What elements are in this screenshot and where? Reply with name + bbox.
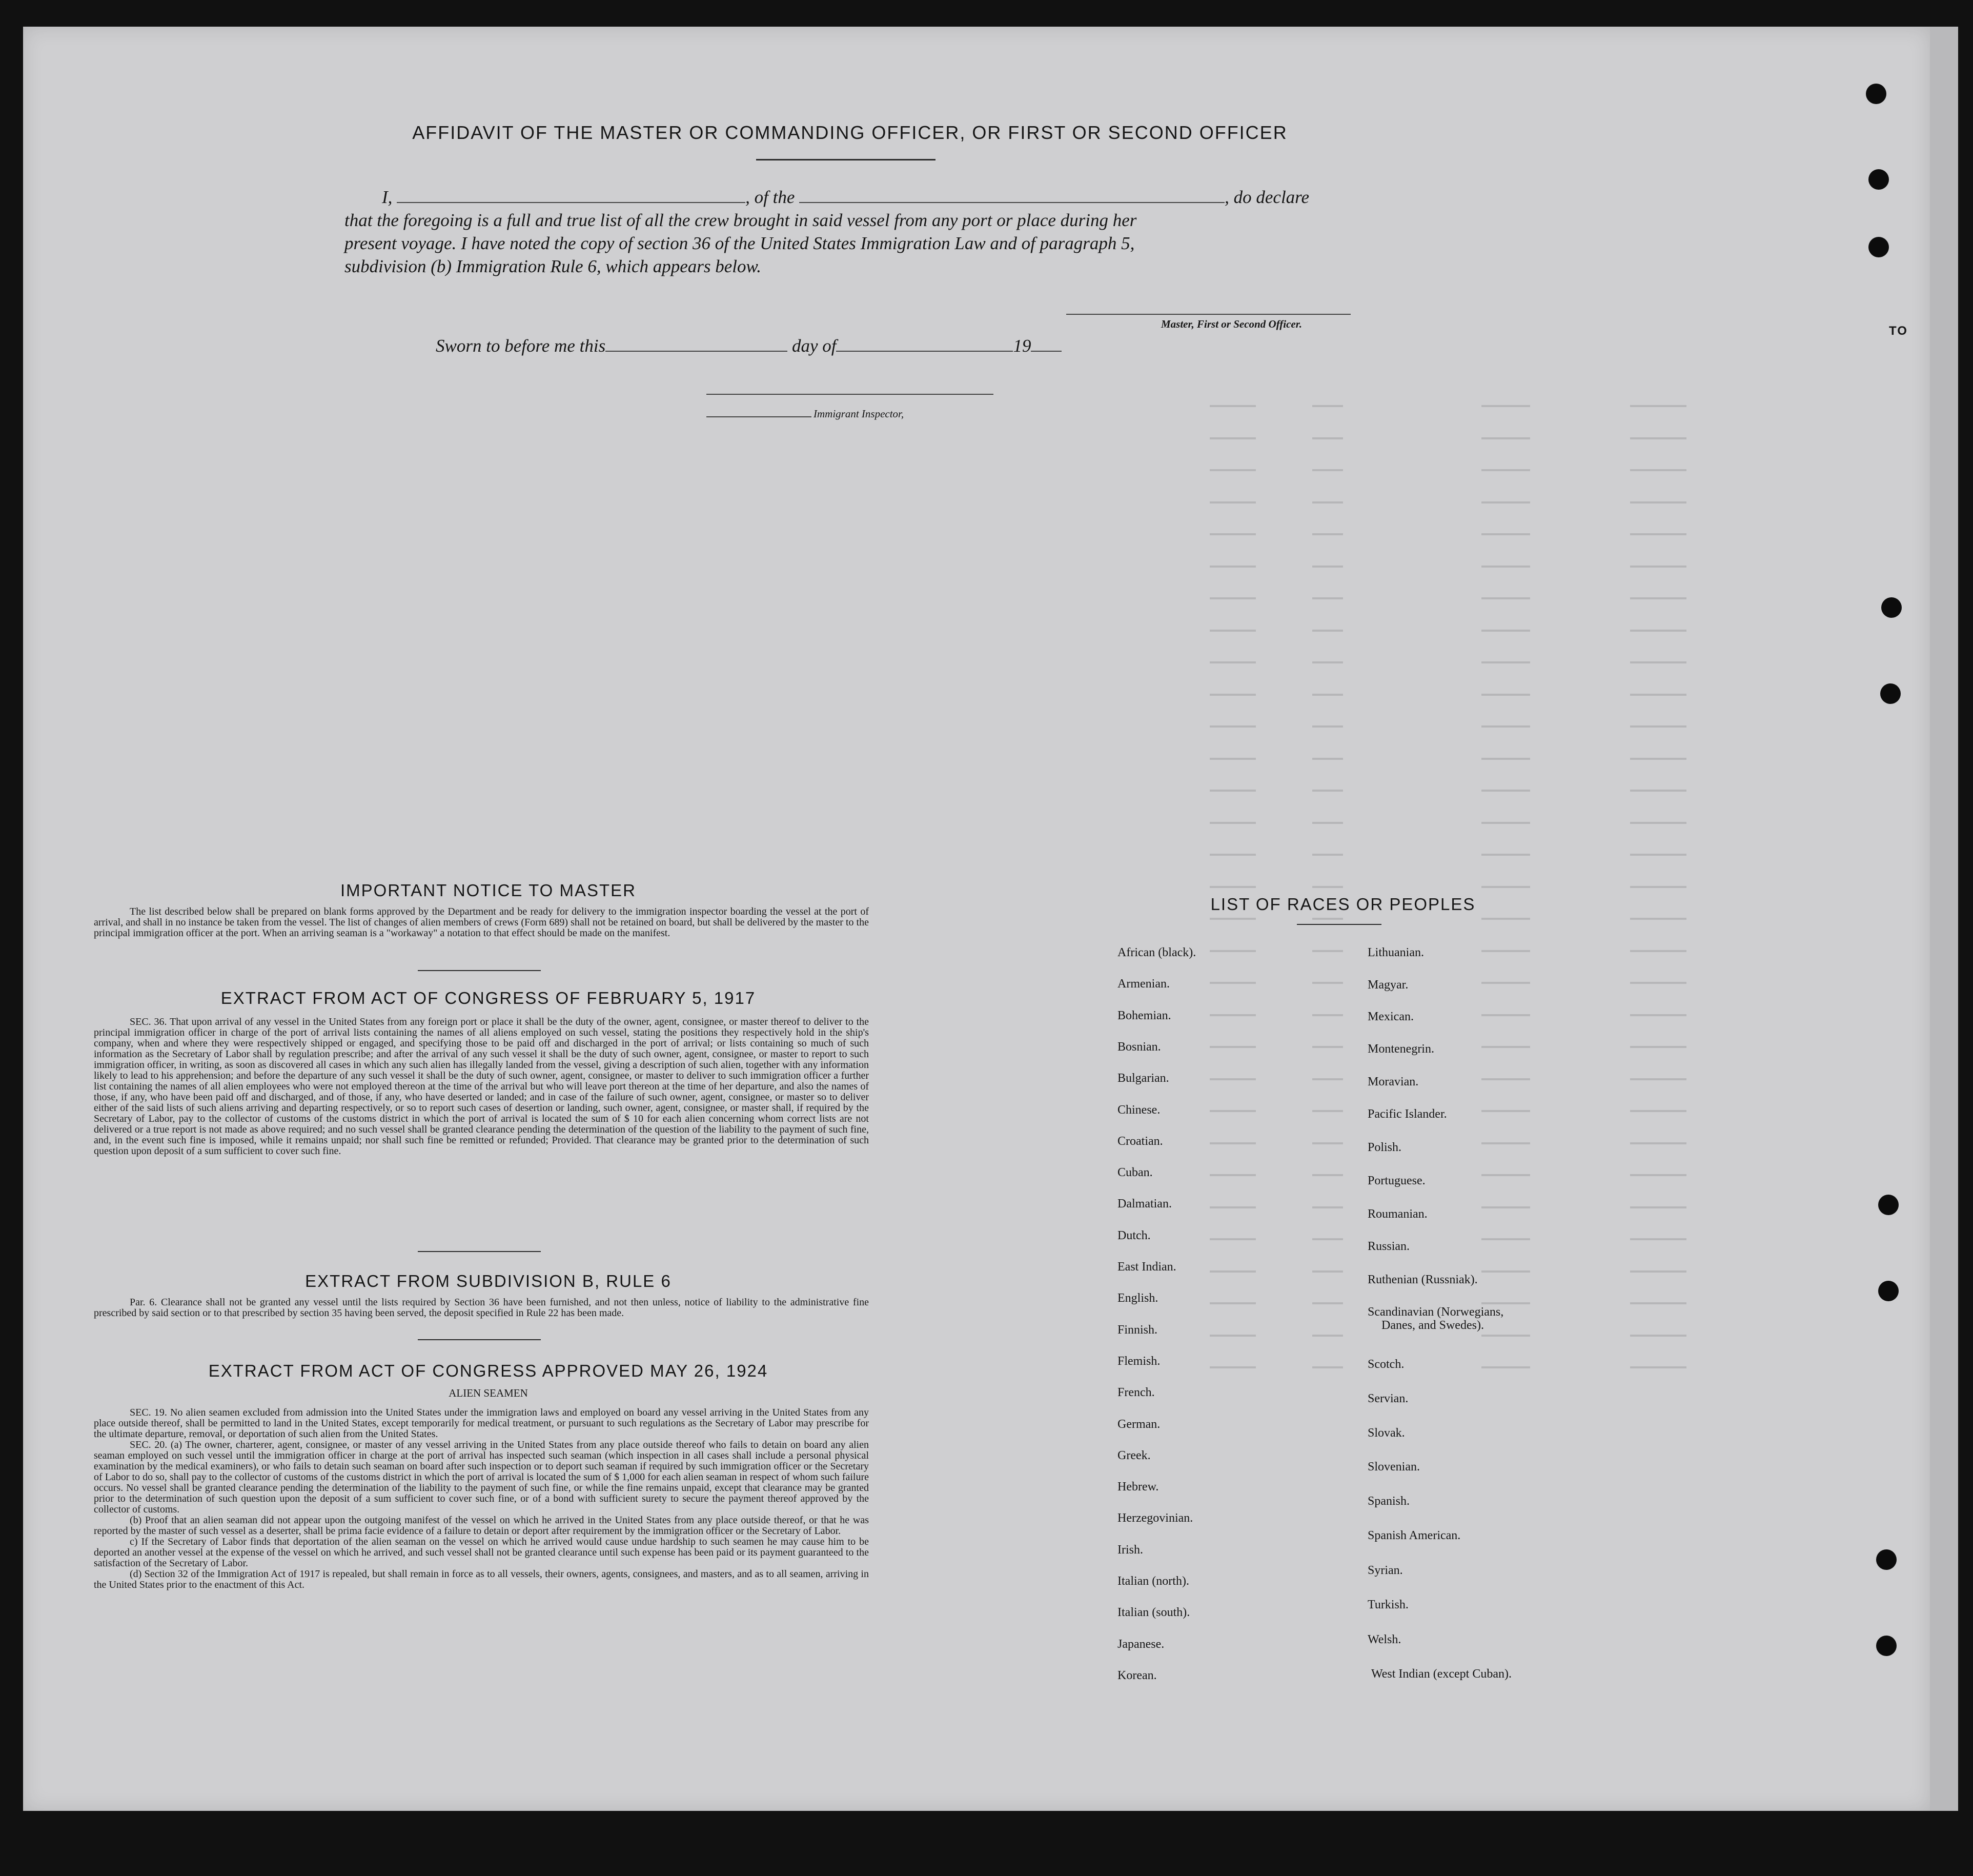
bleed-mark bbox=[1210, 950, 1256, 952]
bleed-mark bbox=[1210, 854, 1256, 856]
bleed-mark bbox=[1312, 566, 1343, 568]
bleed-mark bbox=[1481, 661, 1530, 663]
bleed-mark bbox=[1481, 1014, 1530, 1016]
bleed-mark bbox=[1481, 886, 1530, 888]
bleed-mark bbox=[1312, 790, 1343, 792]
bleed-mark bbox=[1630, 597, 1686, 599]
notice-paragraph: The list described below shall be prepared on blank forms approved by the Department and be ready for delivery to the immigration inspector boarding the vessel at the port of arrival, and shall in no instance be taken from the vessel. The list of changes of alien members of crews (Form 689) shall not be retained on board, but shall be delivered by the master to the principal immigration officer at the port. When an arriving seaman is a "workaway" a notation to that effect should be made on the manifest. bbox=[94, 906, 869, 939]
bleed-mark bbox=[1481, 758, 1530, 760]
bleed-mark bbox=[1312, 661, 1343, 663]
bleed-mark bbox=[1210, 1302, 1256, 1304]
bleed-mark bbox=[1481, 405, 1530, 407]
bleed-mark bbox=[1481, 950, 1530, 952]
punch-hole bbox=[1876, 1549, 1897, 1570]
bleed-mark bbox=[1312, 1174, 1343, 1176]
race-item: Ruthenian (Russniak). bbox=[1368, 1273, 1478, 1286]
affidavit-line-4: subdivision (b) Immigration Rule 6, which appears below. bbox=[344, 256, 762, 276]
race-item: Italian (north). bbox=[1117, 1575, 1189, 1588]
title-rule bbox=[756, 159, 935, 160]
bleed-mark bbox=[1312, 725, 1343, 728]
bleed-mark bbox=[1481, 1335, 1530, 1337]
bleed-mark bbox=[1630, 1302, 1686, 1304]
race-item: Montenegrin. bbox=[1368, 1042, 1434, 1056]
bleed-mark bbox=[1481, 1366, 1530, 1368]
race-item: Slovak. bbox=[1368, 1426, 1405, 1440]
bleed-mark bbox=[1312, 405, 1343, 407]
bleed-mark bbox=[1312, 854, 1343, 856]
bleed-mark bbox=[1312, 918, 1343, 920]
bleed-mark bbox=[1210, 661, 1256, 663]
bleed-mark bbox=[1481, 1302, 1530, 1304]
alien-seamen-subtitle: ALIEN SEAMEN bbox=[449, 1387, 528, 1399]
race-item: Turkish. bbox=[1368, 1598, 1409, 1611]
bleed-mark bbox=[1630, 1142, 1686, 1144]
race-item: Danes, and Swedes). bbox=[1381, 1319, 1484, 1332]
section-36-paragraph: SEC. 36. That upon arrival of any vessel in the United States from any foreign port or place it shall be the duty of the owner, agent, consignee, or master thereof to deliver to the principal immigration officer in charge of the port of arrival lists containing the names of all aliens employed on such vessel, stating the positions they respectively hold in the ship's company, when and where they were respectively shipped or engaged, and specifying those to be paid off and discharged in the port of arrival; or lists containing so much of such information as the Secretary of Labor shall by regulation prescribe; and after the arrival of any such vessel it shall be the duty of such owner, agent, consignee, or master to report to such immigration officer, in writing, as soon as discovered all cases in which any such alien has illegally landed from the vessel, giving a description of such alien, together with any information likely to lead to his apprehension; and before the departure of any such vessel it shall be the duty of such owner, agent, consignee, or master to deliver to such immigration officer a further list containing the names of all alien employees who were not employed thereon at the time of the arrival but who will leave port thereon at the time of her departure, and also the names of those, if any, who have been paid off and discharged, and of those, if any, who have deserted or landed; and in case of the failure of such owner, agent, consignee, or master so to deliver either of the said lists of such aliens arriving and departing respectively, or so to report such cases of desertion or landing, such owner, agent, consignee, or master shall, if required by the Secretary of Labor, pay to the collector of customs of the customs district in which the port of arrival is located the sum of $ 10 for each alien concerning whom correct lists are not delivered or a true report is not made as above required; and no such vessel shall be granted clearance pending the determination of the question of the liability to the payment of such fine, and, in the event such fine is imposed, while it remains unpaid; nor shall such fine be remitted or refunded; Provided. That clearance may be granted prior to the determination of such question upon deposit of a sum sufficient to cover such fine. bbox=[94, 1016, 869, 1157]
race-item: Syrian. bbox=[1368, 1564, 1403, 1577]
bleed-mark bbox=[1210, 533, 1256, 535]
section-20b-paragraph: (b) Proof that an alien seaman did not appear upon the outgoing manifest of the vessel on which he arrived in the United States from any place outside thereof, or that he was reported by the master of such vessel as a deserter, shall be prima facie evidence of a failure to detain or deport after requirement by the immigration officer or the Secretary of Labor. bbox=[94, 1515, 869, 1537]
edge-mark: TO bbox=[1889, 324, 1908, 338]
bleed-mark bbox=[1312, 1270, 1343, 1273]
bleed-mark bbox=[1210, 1174, 1256, 1176]
affidavit-declare-label: , do declare bbox=[1225, 187, 1310, 207]
punch-hole bbox=[1868, 237, 1889, 257]
bleed-mark bbox=[1481, 566, 1530, 568]
race-item: Lithuanian. bbox=[1368, 946, 1424, 959]
bleed-mark bbox=[1481, 437, 1530, 439]
race-item: Irish. bbox=[1117, 1543, 1143, 1557]
subdivision-b-body bbox=[94, 1297, 869, 1319]
bleed-mark bbox=[1630, 758, 1686, 760]
race-item: Herzegovinian. bbox=[1117, 1511, 1193, 1525]
race-item: West Indian (except Cuban). bbox=[1371, 1667, 1512, 1681]
bleed-mark bbox=[1312, 437, 1343, 439]
bleed-mark bbox=[1481, 597, 1530, 599]
notice-rule bbox=[418, 970, 541, 971]
bleed-mark bbox=[1630, 533, 1686, 535]
bleed-mark bbox=[1630, 725, 1686, 728]
bleed-mark bbox=[1312, 501, 1343, 503]
bleed-mark bbox=[1630, 950, 1686, 952]
bleed-mark bbox=[1210, 437, 1256, 439]
race-item: Finnish. bbox=[1117, 1323, 1158, 1337]
bleed-mark bbox=[1481, 790, 1530, 792]
race-item: Dutch. bbox=[1117, 1228, 1151, 1242]
section-20c-paragraph: c) If the Secretary of Labor finds that deportation of the alien seaman on the vessel on which he arrived would cause undue hardship to such seamen he may cause him to be deported an another vessel at the expense of the vessel on which he arrived, and such vessel shall not be granted clearance until such expense has been paid or its payment guaranteed to the satisfaction of the Secretary of Labor. bbox=[94, 1536, 869, 1569]
bleed-mark bbox=[1481, 1270, 1530, 1273]
race-item: Italian (south). bbox=[1117, 1606, 1190, 1620]
bleed-mark bbox=[1312, 1238, 1343, 1240]
paragraph-6: Par. 6. Clearance shall not be granted any vessel until the lists required by Section 36 have been furnished, and not then unless, notice of liability to the administrative fine prescribed by said section or to that prescribed by section 35 having been served, the deposit specified in Rule 22 has been made. bbox=[94, 1297, 869, 1319]
race-item: Greek. bbox=[1117, 1448, 1151, 1462]
bleed-mark bbox=[1210, 1046, 1256, 1048]
race-item: East Indian. bbox=[1117, 1260, 1176, 1274]
race-item: Flemish. bbox=[1117, 1354, 1161, 1368]
bleed-mark bbox=[1630, 1238, 1686, 1240]
race-item: Russian. bbox=[1368, 1240, 1410, 1253]
bleed-mark bbox=[1312, 469, 1343, 471]
race-item: Croatian. bbox=[1117, 1134, 1163, 1148]
race-item: Bosnian. bbox=[1117, 1040, 1161, 1054]
page-edge-strip bbox=[1930, 27, 1958, 1811]
bleed-mark bbox=[1312, 1142, 1343, 1144]
extract-1924-body bbox=[94, 1407, 869, 1590]
sworn-label: Sworn to before me this bbox=[436, 336, 606, 356]
bleed-mark bbox=[1210, 1110, 1256, 1112]
bleed-mark bbox=[1312, 1078, 1343, 1080]
bleed-mark bbox=[1210, 725, 1256, 728]
races-title: LIST OF RACES OR PEOPLES bbox=[1210, 895, 1476, 914]
race-item: Dalmatian. bbox=[1117, 1197, 1172, 1211]
bleed-mark bbox=[1481, 533, 1530, 535]
race-item: Bulgarian. bbox=[1117, 1072, 1169, 1085]
bleed-mark bbox=[1210, 918, 1256, 920]
bleed-mark bbox=[1630, 1335, 1686, 1337]
sworn-year-field[interactable] bbox=[1031, 351, 1062, 352]
race-item: Slovenian. bbox=[1368, 1460, 1420, 1474]
inspector-caption: Immigrant Inspector, bbox=[813, 408, 904, 420]
bleed-mark bbox=[1312, 533, 1343, 535]
punch-hole bbox=[1876, 1636, 1897, 1656]
race-item: Pacific Islander. bbox=[1368, 1107, 1447, 1121]
bleed-mark bbox=[1481, 1174, 1530, 1176]
bleed-mark bbox=[1312, 822, 1343, 824]
sworn-month-field[interactable] bbox=[836, 351, 1013, 352]
race-item: Roumanian. bbox=[1368, 1207, 1428, 1221]
bleed-mark bbox=[1210, 758, 1256, 760]
punch-hole bbox=[1878, 1195, 1899, 1215]
race-item: Bohemian. bbox=[1117, 1008, 1171, 1022]
bleed-mark bbox=[1210, 1238, 1256, 1240]
race-item: Spanish American. bbox=[1368, 1529, 1461, 1542]
affidavit-line-2: that the foregoing is a full and true list of all the crew brought in said vessel from any port or place during her bbox=[344, 210, 1137, 230]
bleed-mark bbox=[1312, 1302, 1343, 1304]
bleed-mark bbox=[1630, 886, 1686, 888]
bleed-mark bbox=[1481, 725, 1530, 728]
extract-1917-rule bbox=[418, 1251, 541, 1252]
bleed-mark bbox=[1312, 630, 1343, 632]
race-item: Polish. bbox=[1368, 1141, 1402, 1154]
bleed-mark bbox=[1630, 501, 1686, 503]
subdivision-b-rule bbox=[418, 1339, 541, 1340]
bleed-mark bbox=[1630, 469, 1686, 471]
race-item: English. bbox=[1117, 1292, 1158, 1305]
race-item: Magyar. bbox=[1368, 978, 1409, 992]
races-rule bbox=[1297, 924, 1381, 925]
master-name-field[interactable] bbox=[397, 202, 745, 203]
race-item: Moravian. bbox=[1368, 1075, 1419, 1088]
bleed-mark bbox=[1630, 1270, 1686, 1273]
bleed-mark bbox=[1312, 886, 1343, 888]
race-item: Scandinavian (Norwegians, bbox=[1368, 1305, 1504, 1319]
bleed-mark bbox=[1210, 1078, 1256, 1080]
bleed-mark bbox=[1630, 661, 1686, 663]
bleed-mark bbox=[1630, 566, 1686, 568]
bleed-mark bbox=[1481, 982, 1530, 984]
extract-1917-title: EXTRACT FROM ACT OF CONGRESS OF FEBRUARY 5, 1917 bbox=[220, 989, 756, 1007]
bleed-mark bbox=[1210, 1366, 1256, 1368]
signature-caption: Master, First or Second Officer. bbox=[1161, 318, 1302, 330]
race-item: Japanese. bbox=[1117, 1637, 1165, 1651]
race-item: Armenian. bbox=[1117, 977, 1170, 991]
bleed-mark bbox=[1312, 1206, 1343, 1208]
punch-hole bbox=[1866, 84, 1886, 104]
race-item: Portuguese. bbox=[1368, 1174, 1426, 1187]
race-item: African (black). bbox=[1117, 946, 1196, 959]
bleed-mark bbox=[1630, 1174, 1686, 1176]
bleed-mark bbox=[1481, 469, 1530, 471]
race-item: Scotch. bbox=[1368, 1358, 1405, 1371]
bleed-mark bbox=[1210, 597, 1256, 599]
section-19-paragraph: SEC. 19. No alien seamen excluded from admission into the United States under the immigration laws and employed on board any vessel arriving in the United States from any place outside thereof, shall be permitted to land in the United States, except temporarily for medical treatment, or pursuant to such regulations as the Secretary of Labor may prescribe for the ultimate departure, removal, or deportation of such alien from the United States. bbox=[94, 1407, 869, 1440]
bleed-mark bbox=[1210, 886, 1256, 888]
bleed-mark bbox=[1630, 854, 1686, 856]
bleed-mark bbox=[1312, 1366, 1343, 1368]
bleed-mark bbox=[1630, 982, 1686, 984]
inspector-upper-line[interactable] bbox=[706, 394, 993, 395]
bleed-mark bbox=[1630, 822, 1686, 824]
bleed-mark bbox=[1630, 437, 1686, 439]
year-prefix: 19 bbox=[1013, 336, 1031, 356]
bleed-mark bbox=[1630, 918, 1686, 920]
bleed-mark bbox=[1312, 694, 1343, 696]
punch-hole bbox=[1868, 169, 1889, 190]
bleed-mark bbox=[1481, 1110, 1530, 1112]
bleed-mark bbox=[1481, 1078, 1530, 1080]
bleed-mark bbox=[1210, 1014, 1256, 1016]
sworn-line bbox=[436, 336, 1062, 356]
race-item: Spanish. bbox=[1368, 1495, 1410, 1508]
bleed-mark bbox=[1210, 469, 1256, 471]
affidavit-i-label: I, bbox=[382, 187, 393, 207]
bleed-mark bbox=[1481, 1046, 1530, 1048]
bleed-mark bbox=[1312, 758, 1343, 760]
race-item: Hebrew. bbox=[1117, 1480, 1159, 1494]
bleed-mark bbox=[1210, 1206, 1256, 1208]
race-item: Korean. bbox=[1117, 1668, 1157, 1682]
affidavit-title: AFFIDAVIT OF THE MASTER OR COMMANDING OFFICER, OR FIRST OR SECOND OFFICER bbox=[412, 122, 1288, 143]
extract-1917-body bbox=[94, 1017, 869, 1157]
bleed-mark bbox=[1481, 501, 1530, 503]
bleed-mark bbox=[1481, 854, 1530, 856]
bleed-mark bbox=[1312, 1110, 1343, 1112]
bleed-mark bbox=[1630, 694, 1686, 696]
bleed-mark bbox=[1210, 1335, 1256, 1337]
bleed-mark bbox=[1312, 597, 1343, 599]
bleed-mark bbox=[1312, 1335, 1343, 1337]
bleed-mark bbox=[1481, 1142, 1530, 1144]
bleed-mark bbox=[1210, 405, 1256, 407]
race-item: Servian. bbox=[1368, 1392, 1409, 1405]
bleed-mark bbox=[1210, 822, 1256, 824]
bleed-mark bbox=[1312, 950, 1343, 952]
bleed-mark bbox=[1210, 1142, 1256, 1144]
punch-hole bbox=[1880, 683, 1901, 704]
affidavit-of-the-label: , of the bbox=[745, 187, 795, 207]
bleed-mark bbox=[1481, 822, 1530, 824]
vessel-name-field[interactable] bbox=[799, 202, 1225, 203]
bleed-mark bbox=[1481, 1206, 1530, 1208]
section-20d-paragraph: (d) Section 32 of the Immigration Act of 1917 is repealed, but shall remain in force as to all vessels, their owners, agents, consignees, and masters, and as to all seamen, arriving in the United States prior to the enactment of this Act. bbox=[94, 1568, 869, 1590]
bleed-mark bbox=[1210, 790, 1256, 792]
bleed-mark bbox=[1481, 694, 1530, 696]
race-item: German. bbox=[1117, 1417, 1161, 1431]
bleed-mark bbox=[1630, 1110, 1686, 1112]
bleed-mark bbox=[1210, 566, 1256, 568]
bleed-mark bbox=[1630, 1046, 1686, 1048]
extract-1924-title: EXTRACT FROM ACT OF CONGRESS APPROVED MAY 26, 1924 bbox=[208, 1361, 768, 1380]
race-item: Chinese. bbox=[1117, 1103, 1161, 1117]
race-item: Mexican. bbox=[1368, 1010, 1414, 1023]
bleed-mark bbox=[1630, 1078, 1686, 1080]
race-item: Cuban. bbox=[1117, 1166, 1153, 1180]
inspector-lower-line[interactable] bbox=[706, 416, 811, 417]
section-20a-paragraph: SEC. 20. (a) The owner, charterer, agent, consignee, or master of any vessel arriving in the United States from any place outside thereof who fails to detain on board any alien seaman employed on such vessel until the immigration officer in charge at the port of arrival has inspected such seaman (which inspection in all cases shall include a personal physical examination by the medical examiners), or who fails to detain such seaman on board after such inspection or to deport such seaman if required by such immigration officer or the Secretary of Labor to do so, shall pay to the collector of customs of the customs district in which the port of arrival is located the sum of $ 1,000 for each alien seaman in respect of whom such failure occurs. No vessel shall be granted clearance pending the determination of the liability to the payment of such fine, or while the fine remains unpaid, except that clearance may be granted prior to the determination of such question upon the deposit of a sum sufficient to cover such fine, or of a bond with sufficient surety to secure the payment thereof approved by the collector of customs. bbox=[94, 1439, 869, 1515]
bleed-mark bbox=[1312, 982, 1343, 984]
notice-title: IMPORTANT NOTICE TO MASTER bbox=[340, 881, 636, 900]
bleed-mark bbox=[1481, 1238, 1530, 1240]
bleed-mark bbox=[1630, 630, 1686, 632]
master-signature-line[interactable] bbox=[1066, 314, 1351, 315]
bleed-mark bbox=[1312, 1046, 1343, 1048]
punch-hole bbox=[1881, 597, 1902, 618]
sworn-day-field[interactable] bbox=[605, 351, 787, 352]
notice-body bbox=[94, 906, 869, 939]
bleed-mark bbox=[1630, 790, 1686, 792]
bleed-mark bbox=[1210, 982, 1256, 984]
bleed-mark bbox=[1630, 405, 1686, 407]
bleed-mark bbox=[1630, 1206, 1686, 1208]
bleed-mark bbox=[1630, 1366, 1686, 1368]
punch-hole bbox=[1878, 1281, 1899, 1301]
day-of-label: day of bbox=[791, 336, 837, 356]
bleed-mark bbox=[1210, 694, 1256, 696]
bleed-mark bbox=[1312, 1014, 1343, 1016]
bleed-mark bbox=[1210, 1270, 1256, 1273]
bleed-mark bbox=[1481, 918, 1530, 920]
affidavit-line-3: present voyage. I have noted the copy of section 36 of the United States Immigration Law and of paragraph 5, bbox=[344, 233, 1135, 253]
race-item: French. bbox=[1117, 1386, 1155, 1400]
affidavit-line-1 bbox=[382, 187, 1309, 208]
bleed-mark bbox=[1481, 630, 1530, 632]
subdivision-b-title: EXTRACT FROM SUBDIVISION B, RULE 6 bbox=[305, 1272, 672, 1290]
bleed-mark bbox=[1210, 630, 1256, 632]
race-item: Welsh. bbox=[1368, 1633, 1401, 1646]
bleed-mark bbox=[1210, 501, 1256, 503]
bleed-mark bbox=[1630, 1014, 1686, 1016]
